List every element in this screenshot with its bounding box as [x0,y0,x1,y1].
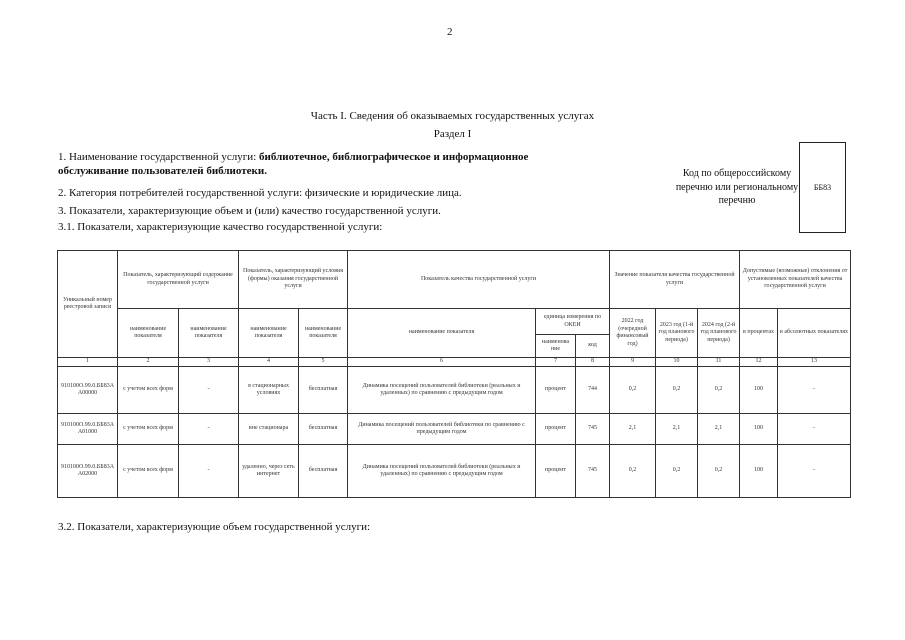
cell-2023: 0,2 [656,367,698,414]
part-title: Часть I. Сведения об оказываемых государственных услугах [310,110,595,122]
header-year-2024: 2024 год (2-й год планового периода) [698,309,740,358]
header-indicator-name: наименование показателя [348,309,536,358]
cell-unit-name: процент [536,367,576,414]
cell-registry-number: 910100О.99.0.ББ83АА01000 [58,414,118,445]
column-index: 4 [239,358,299,367]
header-absolute: в абсолютных показателях [778,309,851,358]
cell-percent: 100 [740,414,778,445]
cell-condition2: бесплатная [299,414,348,445]
header-unique-number: Уникальный номер реестровой записи [58,251,118,358]
table-row [58,445,851,498]
header-quality-values: Значение показателя качества государственной услуги [610,251,740,309]
table-row [58,367,851,414]
header-indicator-name: наименование показателя [118,309,179,358]
consumer-category-line: 2. Категория потребителей государственной услуги: физические и юридические лица. [58,187,462,199]
quality-table [57,250,851,498]
cell-2024: 2,1 [698,414,740,445]
registry-code-label: Код по общероссийскому перечню или региональному перечню [675,168,799,206]
cell-percent: 100 [740,367,778,414]
registry-code-box [799,142,846,233]
column-index: 6 [348,358,536,367]
cell-condition: в стационарных условиях [239,367,299,414]
cell-condition2: бесплатная [299,445,348,498]
header-unit: единица измерения по ОКЕИ [536,309,610,335]
cell-condition2: бесплатная [299,367,348,414]
volume-indicators-heading: 3.2. Показатели, характеризующие объем государственной услуги: [58,521,371,533]
cell-2024: 0,2 [698,367,740,414]
cell-content2: - [179,414,239,445]
cell-absolute: - [778,414,851,445]
section-title: Раздел I [433,128,472,140]
cell-2022: 0,2 [610,367,656,414]
cell-registry-number: 910100О.99.0.ББ83АА02000 [58,445,118,498]
column-index: 9 [610,358,656,367]
cell-condition: вне стационара [239,414,299,445]
cell-2023: 2,1 [656,414,698,445]
column-index: 8 [576,358,610,367]
cell-absolute: - [778,367,851,414]
cell-registry-number: 910100О.99.0.ББ83АА00000 [58,367,118,414]
column-index: 1 [58,358,118,367]
cell-unit-code: 745 [576,445,610,498]
cell-2024: 0,2 [698,445,740,498]
quality-indicators-heading: 3.1. Показатели, характеризующие качество государственной услуги: [58,221,383,233]
column-index: 7 [536,358,576,367]
cell-content2: - [179,445,239,498]
header-unit-name: наименова ние [536,335,576,358]
column-index: 11 [698,358,740,367]
indicators-line: 3. Показатели, характеризующие объем и (или) качество государственной услуги. [58,205,441,217]
column-index-row [58,358,851,367]
cell-2022: 0,2 [610,445,656,498]
header-content-indicator: Показатель, характеризующий содержание государственной услуги [118,251,239,309]
cell-content2: - [179,367,239,414]
cell-unit-code: 745 [576,414,610,445]
service-name-line [58,150,598,178]
column-index: 2 [118,358,179,367]
header-conditions-indicator: Показатель, характеризующий условия (формы) оказания государственной услуги [239,251,348,309]
column-index: 10 [656,358,698,367]
cell-2023: 0,2 [656,445,698,498]
header-allowed-deviation: Допустимые (возможные) отклонения от установленных показателей качества государственной услуги [740,251,851,309]
column-index: 13 [778,358,851,367]
service-name-label: 1. Наименование государственной услуги: [58,151,260,163]
header-indicator-name: наименование показателя [179,309,239,358]
registry-code-value: ББ83 [813,183,832,192]
table-row [58,414,851,445]
cell-unit-name: процент [536,445,576,498]
header-unit-code: код [576,335,610,358]
header-year-2022: 2022 год (очередной финансовый год) [610,309,656,358]
header-indicator-name: наименование показателя [239,309,299,358]
header-indicator-name: наименование показателя [299,309,348,358]
cell-indicator-name: Динамика посещений пользователей библиотеки (реальных и удаленных) по сравнению с предыдущим годом [348,367,536,414]
cell-indicator-name: Динамика посещений пользователей библиотеки (реальных и удаленных) по сравнению с предыдущим годом [348,445,536,498]
cell-indicator-name: Динамика посещений пользователей библиотеки по сравнению с предыдущим годом [348,414,536,445]
cell-percent: 100 [740,445,778,498]
cell-content: с учетом всех форм [118,445,179,498]
column-index: 12 [740,358,778,367]
page-number: 2 [447,26,453,38]
column-index: 5 [299,358,348,367]
service-name-value: библиотечное, библиографическое и информационное обслуживание пользователей библиотеки. [58,151,529,177]
header-percent: в процентах [740,309,778,358]
cell-content: с учетом всех форм [118,414,179,445]
cell-unit-code: 744 [576,367,610,414]
column-index: 3 [179,358,239,367]
cell-unit-name: процент [536,414,576,445]
cell-content: с учетом всех форм [118,367,179,414]
header-year-2023: 2023 год (1-й год планового периода) [656,309,698,358]
cell-condition: удаленно, через сеть интернет [239,445,299,498]
cell-2022: 2,1 [610,414,656,445]
header-quality-indicator: Показатель качества государственной услуги [348,251,610,309]
cell-absolute: - [778,445,851,498]
